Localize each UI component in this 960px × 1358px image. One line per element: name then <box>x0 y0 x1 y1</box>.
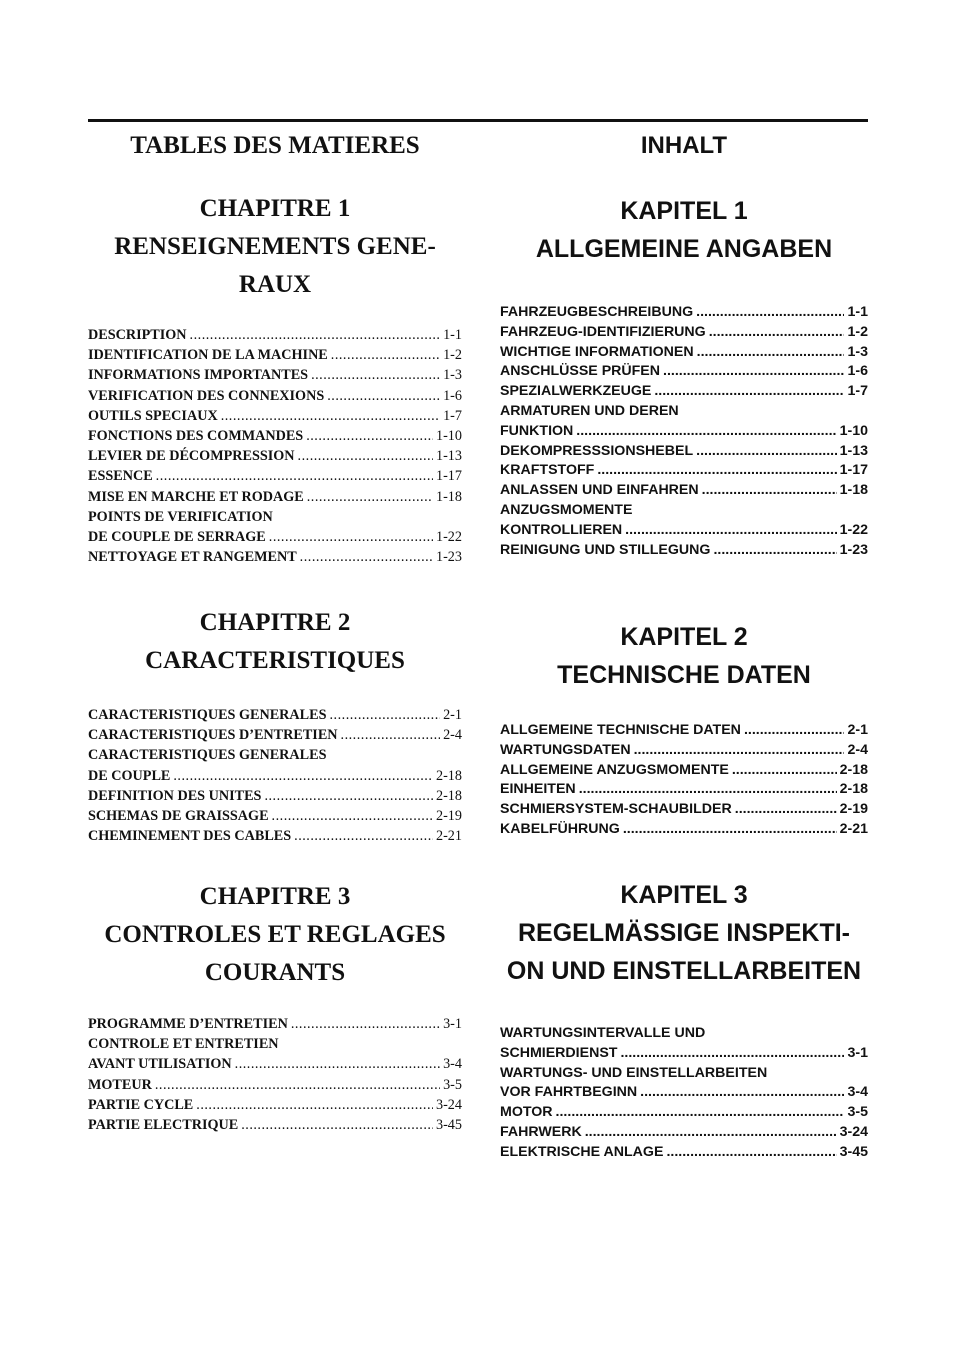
toc-entry[interactable] <box>88 1014 462 1034</box>
toc-entry-page: 1-3 <box>443 367 462 384</box>
toc-title: TABLES DES MATIERES <box>130 132 420 159</box>
toc-entry[interactable] <box>88 1034 462 1074</box>
toc-entry[interactable] <box>88 826 462 846</box>
dot-leader <box>623 820 837 840</box>
toc-entry-page: 1-23 <box>435 549 462 566</box>
toc-entry-page: 3-45 <box>839 1143 868 1160</box>
toc-entry-row <box>88 345 462 365</box>
toc-entry[interactable] <box>500 1064 868 1104</box>
toc-entry-page: 1-2 <box>847 323 868 340</box>
toc-entry[interactable] <box>88 725 462 745</box>
toc-title: INHALT <box>640 132 728 159</box>
toc-entry[interactable] <box>500 442 868 462</box>
dot-leader <box>666 1143 836 1163</box>
dot-leader <box>702 481 837 501</box>
dot-leader <box>294 826 433 846</box>
toc-entry-page: 3-4 <box>443 1056 462 1073</box>
dot-leader <box>709 323 845 343</box>
toc-entry[interactable] <box>88 426 462 446</box>
toc-entry-row <box>500 323 868 343</box>
toc-entry-title: LEVIER DE DÉCOMPRESSION <box>88 448 295 465</box>
toc-entry[interactable] <box>88 345 462 365</box>
toc-entry-row <box>500 721 868 741</box>
top-rule <box>88 119 868 122</box>
toc-entry[interactable] <box>500 323 868 343</box>
toc-entry-page: 3-24 <box>839 1123 868 1140</box>
toc-entry[interactable] <box>500 343 868 363</box>
toc-list-chapter-3 <box>88 1014 462 1135</box>
toc-entry-title: EINHEITEN <box>500 781 576 798</box>
toc-entry[interactable] <box>500 382 868 402</box>
toc-entry-row <box>500 422 868 442</box>
toc-entry[interactable] <box>88 806 462 826</box>
toc-entry-row <box>500 303 868 323</box>
toc-entry-page: 2-4 <box>443 727 462 744</box>
dot-leader <box>311 365 440 385</box>
toc-entry-page: 2-21 <box>839 820 868 837</box>
toc-entry-title: REINIGUNG UND STILLEGUNG <box>500 541 711 558</box>
dot-leader <box>620 1044 844 1064</box>
toc-entry-title: MOTEUR <box>88 1076 152 1093</box>
chapter-heading-1: CHAPITRE 1 RENSEIGNEMENTS GENE- RAUX <box>114 195 436 298</box>
toc-list-chapter-2 <box>500 721 868 840</box>
toc-entry-page: 3-5 <box>847 1104 868 1121</box>
toc-entry-title: NETTOYAGE ET RANGEMENT <box>88 549 297 566</box>
toc-entry-page: 1-22 <box>435 529 462 546</box>
dot-leader <box>579 780 837 800</box>
toc-entry-page: 1-7 <box>443 407 462 424</box>
toc-entry-row <box>88 725 462 745</box>
toc-entry-title-line: ANZUGSMOMENTE <box>500 501 633 518</box>
toc-entry-title: SCHMIERDIENST <box>500 1044 618 1061</box>
toc-entry-page: 3-1 <box>847 1044 868 1061</box>
toc-entry-page: 1-6 <box>443 387 462 404</box>
toc-entry-row <box>88 1095 462 1115</box>
toc-entry-title: WARTUNGSDATEN <box>500 741 631 758</box>
toc-entry-title: DEFINITION DES UNITES <box>88 787 262 804</box>
toc-entry-title: FAHRZEUGBESCHREIBUNG <box>500 304 694 320</box>
toc-entry[interactable] <box>500 1143 868 1163</box>
toc-entry-page: 1-18 <box>435 488 462 505</box>
toc-entry-row <box>88 1054 462 1074</box>
toc-entry-title-line: ARMATUREN UND DEREN <box>500 402 679 419</box>
toc-entry-page: 1-10 <box>435 428 462 445</box>
toc-entry-title: SPEZIALWERKZEUGE <box>500 383 652 400</box>
dot-leader <box>331 345 440 365</box>
dot-leader <box>713 541 836 561</box>
toc-entry-title: MISE EN MARCHE ET RODAGE <box>88 488 304 505</box>
toc-entry-row <box>500 1143 868 1163</box>
dot-leader <box>341 725 441 745</box>
chapter-heading-3: KAPITEL 3 REGELMÄSSIGE INSPEKTI- ON UND EINSTELLARBEITEN <box>506 881 862 985</box>
toc-entry[interactable] <box>500 1103 868 1123</box>
toc-entry-page: 2-18 <box>435 767 462 784</box>
dot-leader <box>576 422 836 442</box>
toc-entry-page: 2-19 <box>435 808 462 825</box>
toc-entry[interactable] <box>500 780 868 800</box>
toc-entry[interactable] <box>500 362 868 382</box>
toc-entry-row <box>88 325 462 345</box>
toc-entry-title-line: WARTUNGS- UND EINSTELLARBEITEN <box>500 1064 768 1081</box>
toc-entry-row <box>500 481 868 501</box>
toc-entry-title: PROGRAMME D’ENTRETIEN <box>88 1016 288 1032</box>
toc-entry[interactable] <box>500 501 868 541</box>
dot-leader <box>654 382 844 402</box>
toc-entry-title: CARACTERISTIQUES GENERALES <box>88 707 327 723</box>
toc-entry-row <box>500 343 868 363</box>
toc-entry[interactable] <box>88 446 462 466</box>
toc-entry-row <box>500 521 868 541</box>
toc-entry-title: AVANT UTILISATION <box>88 1056 232 1073</box>
dot-leader <box>307 487 433 507</box>
dot-leader <box>298 446 433 466</box>
dot-leader <box>291 1014 440 1034</box>
toc-entry[interactable] <box>500 741 868 761</box>
toc-entry-row <box>500 541 868 561</box>
toc-entry-row <box>88 466 462 486</box>
toc-entry-title: DESCRIPTION <box>88 327 187 343</box>
toc-entry-page: 1-1 <box>847 304 868 320</box>
toc-entry[interactable] <box>88 466 462 486</box>
dot-leader <box>697 343 845 363</box>
toc-entry-title: INFORMATIONS IMPORTANTES <box>88 367 309 384</box>
toc-entry-page: 1-6 <box>847 363 868 380</box>
toc-entry-title-line: CONTROLE ET ENTRETIEN <box>88 1036 279 1053</box>
toc-entry-page: 1-13 <box>435 448 462 465</box>
toc-entry-title: FAHRWERK <box>500 1123 582 1140</box>
dot-leader <box>300 547 433 567</box>
dot-leader <box>173 766 433 786</box>
dot-leader <box>735 800 837 820</box>
toc-entry[interactable] <box>88 325 462 345</box>
toc-entry-page: 3-4 <box>847 1084 868 1101</box>
dot-leader <box>241 1115 433 1135</box>
dot-leader <box>264 786 433 806</box>
toc-entry[interactable] <box>88 745 462 785</box>
toc-entry-row <box>500 362 868 382</box>
dot-leader <box>634 741 845 761</box>
toc-entry-page: 2-21 <box>435 828 462 845</box>
toc-entry-page: 2-1 <box>847 722 868 738</box>
toc-entry-row <box>500 461 868 481</box>
toc-entry-row <box>500 780 868 800</box>
dot-leader <box>269 527 433 547</box>
toc-entry-page: 3-5 <box>443 1076 462 1093</box>
toc-entry-title: FAHRZEUG-IDENTIFIZIERUNG <box>500 323 706 340</box>
dot-leader <box>696 303 844 323</box>
toc-entry-title: ANSCHLÜSSE PRÜFEN <box>500 363 661 380</box>
toc-entry[interactable] <box>500 461 868 481</box>
toc-entry[interactable] <box>500 721 868 741</box>
toc-entry-row <box>88 766 462 786</box>
dot-leader <box>155 1075 440 1095</box>
toc-entry-title: KABELFÜHRUNG <box>500 820 620 837</box>
toc-list-chapter-2 <box>88 705 462 846</box>
toc-entry-title: VOR FAHRTBEGINN <box>500 1084 638 1101</box>
toc-entry[interactable] <box>88 547 462 567</box>
toc-entry-row <box>500 741 868 761</box>
toc-entry-row <box>88 826 462 846</box>
dot-leader <box>585 1123 837 1143</box>
toc-entry-title: ELEKTRISCHE ANLAGE <box>500 1143 664 1160</box>
dot-leader <box>744 721 845 741</box>
dot-leader <box>330 705 441 725</box>
dot-leader <box>732 761 837 781</box>
toc-entry-page: 1-7 <box>847 383 868 400</box>
toc-entry-title: DE COUPLE <box>88 767 171 784</box>
toc-entry-title: DEKOMPRESSSIONSHEBEL <box>500 442 694 459</box>
toc-entry-title-line: WARTUNGSINTERVALLE UND <box>500 1025 706 1041</box>
dot-leader <box>306 426 433 446</box>
toc-entry-page: 1-22 <box>839 521 868 538</box>
toc-entry-page: 2-1 <box>443 707 462 723</box>
toc-entry[interactable] <box>500 1123 868 1143</box>
toc-entry-title: CARACTERISTIQUES D’ENTRETIEN <box>88 727 338 744</box>
dot-leader <box>625 521 836 541</box>
toc-entry[interactable] <box>500 800 868 820</box>
toc-entry-row <box>500 1083 868 1103</box>
toc-entry-row <box>500 1044 868 1064</box>
toc-entry-title: SCHEMAS DE GRAISSAGE <box>88 808 269 825</box>
toc-entry-title: VERIFICATION DES CONNEXIONS <box>88 387 325 404</box>
toc-entry-page: 1-3 <box>847 343 868 360</box>
dot-leader <box>196 1095 433 1115</box>
dot-leader <box>597 461 836 481</box>
toc-entry-row <box>500 820 868 840</box>
chapter-heading-2: CHAPITRE 2 CARACTERISTIQUES <box>145 609 405 674</box>
toc-entry-page: 2-18 <box>839 781 868 798</box>
toc-entry-row <box>88 1014 462 1034</box>
toc-entry-page: 3-45 <box>435 1117 462 1134</box>
chapter-heading-1: KAPITEL 1 ALLGEMEINE ANGABEN <box>535 197 833 263</box>
toc-list-chapter-1 <box>500 303 868 560</box>
dot-leader <box>663 362 844 382</box>
toc-entry-row <box>88 365 462 385</box>
dot-leader <box>556 1103 845 1123</box>
toc-entry-row <box>88 406 462 426</box>
toc-entry-title: ALLGEMEINE ANZUGSMOMENTE <box>500 761 729 778</box>
toc-entry-row <box>500 1103 868 1123</box>
toc-entry[interactable] <box>500 402 868 442</box>
toc-entry-title: IDENTIFICATION DE LA MACHINE <box>88 347 328 364</box>
toc-entry-title: ALLGEMEINE TECHNISCHE DATEN <box>500 722 741 738</box>
toc-entry-title: DE COUPLE DE SERRAGE <box>88 529 266 546</box>
toc-entry[interactable] <box>500 481 868 501</box>
toc-entry[interactable] <box>88 406 462 426</box>
toc-entry[interactable] <box>88 705 462 725</box>
toc-entry-row <box>88 547 462 567</box>
toc-entry-row <box>500 800 868 820</box>
toc-entry[interactable] <box>88 507 462 547</box>
toc-entry[interactable] <box>88 365 462 385</box>
toc-entry-row <box>500 382 868 402</box>
toc-entry-row <box>500 761 868 781</box>
toc-entry-row <box>88 705 462 725</box>
dot-leader <box>190 325 441 345</box>
dot-leader <box>221 406 440 426</box>
toc-entry-page: 2-4 <box>847 741 868 758</box>
toc-entry-title-line: CARACTERISTIQUES GENERALES <box>88 747 327 764</box>
toc-entry-title: WICHTIGE INFORMATIONEN <box>500 343 694 360</box>
toc-entry[interactable] <box>88 1075 462 1095</box>
toc-entry-row <box>88 487 462 507</box>
toc-entry-page: 1-13 <box>839 442 868 459</box>
toc-entry-title: OUTILS SPECIAUX <box>88 407 218 424</box>
toc-entry[interactable] <box>88 786 462 806</box>
toc-list-chapter-3 <box>500 1024 868 1163</box>
toc-entry-row <box>88 1115 462 1135</box>
toc-entry-title: PARTIE ELECTRIQUE <box>88 1117 239 1134</box>
toc-entry-row <box>88 446 462 466</box>
dot-leader <box>272 806 433 826</box>
toc-entry[interactable] <box>500 303 868 323</box>
toc-entry-title-line: POINTS DE VERIFICATION <box>88 508 273 525</box>
toc-entry-row <box>88 786 462 806</box>
toc-entry-page: 1-18 <box>839 482 868 499</box>
toc-entry-row <box>88 527 462 547</box>
toc-entry-row <box>88 426 462 446</box>
toc-entry-page: 1-10 <box>839 422 868 439</box>
toc-list-chapter-1 <box>88 325 462 567</box>
toc-entry-page: 2-18 <box>435 787 462 804</box>
toc-entry[interactable] <box>500 541 868 561</box>
toc-entry-page: 1-2 <box>443 347 462 364</box>
toc-entry-title: PARTIE CYCLE <box>88 1096 194 1113</box>
toc-entry[interactable] <box>88 487 462 507</box>
toc-entry-page: 1-23 <box>839 541 868 558</box>
dot-leader <box>235 1054 440 1074</box>
toc-entry-title: CHEMINEMENT DES CABLES <box>88 828 292 845</box>
toc-entry-row <box>88 806 462 826</box>
toc-entry-title: FONCTIONS DES COMMANDES <box>88 428 304 445</box>
dot-leader <box>696 442 836 462</box>
toc-entry-page: 1-17 <box>435 468 462 485</box>
chapter-heading-2: KAPITEL 2 TECHNISCHE DATEN <box>557 623 811 689</box>
toc-entry-row <box>500 1123 868 1143</box>
toc-entry-page: 2-19 <box>839 801 868 818</box>
toc-entry-page: 1-1 <box>443 327 462 343</box>
toc-entry-row <box>500 442 868 462</box>
toc-entry[interactable] <box>500 1024 868 1064</box>
toc-entry[interactable] <box>88 1095 462 1115</box>
toc-entry[interactable] <box>88 386 462 406</box>
toc-entry-page: 2-18 <box>839 761 868 778</box>
dot-leader <box>640 1083 844 1103</box>
toc-entry-page: 1-17 <box>839 462 868 479</box>
toc-entry-page: 3-24 <box>435 1096 462 1113</box>
toc-entry-title: ANLASSEN UND EINFAHREN <box>500 482 699 499</box>
toc-entry-title: FUNKTION <box>500 422 574 439</box>
chapter-heading-3: CHAPITRE 3 CONTROLES ET REGLAGES COURANTS <box>104 883 446 986</box>
toc-entry-title: SCHMIERSYSTEM-SCHAUBILDER <box>500 801 732 818</box>
toc-entry-title: ESSENCE <box>88 468 153 485</box>
toc-entry[interactable] <box>500 761 868 781</box>
toc-entry-row <box>88 1075 462 1095</box>
toc-entry-page: 3-1 <box>443 1016 462 1032</box>
dot-leader <box>327 386 440 406</box>
dot-leader <box>156 466 433 486</box>
toc-entry-title: KONTROLLIEREN <box>500 521 623 538</box>
toc-entry-title: KRAFTSTOFF <box>500 462 595 479</box>
toc-entry[interactable] <box>88 1115 462 1135</box>
toc-entry-row <box>88 386 462 406</box>
toc-entry-title: MOTOR <box>500 1104 553 1121</box>
toc-entry[interactable] <box>500 820 868 840</box>
